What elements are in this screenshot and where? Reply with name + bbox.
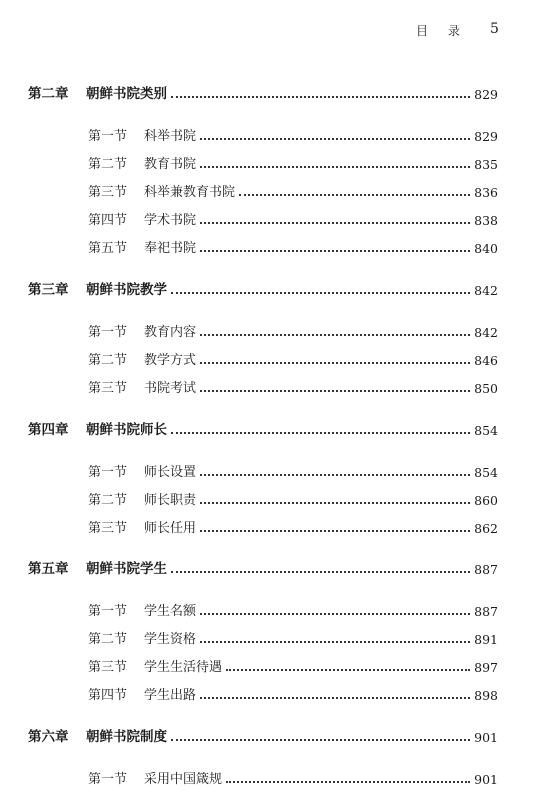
section-entry[interactable] (0, 460, 546, 480)
section-entry[interactable] (0, 655, 546, 675)
section-entry[interactable] (0, 683, 546, 703)
section-number: 第二节 (88, 632, 128, 647)
dot-leader (200, 222, 470, 224)
section-entry[interactable] (0, 599, 546, 619)
section-number: 第一节 (88, 129, 128, 144)
dot-leader (200, 138, 470, 140)
section-number: 第二节 (88, 157, 128, 172)
section-title: 学生名额 (144, 604, 197, 619)
section-title: 师长任用 (144, 521, 197, 536)
section-title: 教学方式 (144, 353, 197, 368)
section-entry[interactable] (0, 627, 546, 647)
chapter-entry[interactable] (0, 725, 546, 745)
chapter-entry[interactable] (0, 418, 546, 438)
section-page-number: 838 (474, 213, 498, 228)
dot-leader (200, 502, 470, 504)
chapter-title: 朝鲜书院类别 (86, 86, 167, 102)
dot-leader (200, 641, 470, 643)
running-title: 目 录 (416, 24, 468, 38)
section-entry[interactable] (0, 124, 546, 144)
chapter-entry[interactable] (0, 278, 546, 298)
section-title: 教育书院 (144, 157, 197, 172)
section-number: 第一节 (88, 325, 128, 340)
dot-leader (200, 390, 470, 392)
dot-leader (200, 362, 470, 364)
section-number: 第五节 (88, 241, 128, 256)
dot-leader (200, 530, 470, 532)
section-page-number: 846 (474, 353, 498, 368)
section-number: 第一节 (88, 772, 128, 787)
chapter-page-number: 901 (474, 730, 498, 745)
section-entry[interactable] (0, 152, 546, 172)
section-page-number: 835 (474, 157, 498, 172)
chapter-title: 朝鲜书院制度 (86, 729, 167, 745)
dot-leader (171, 292, 470, 294)
dot-leader (200, 474, 470, 476)
chapter-title: 朝鲜书院学生 (86, 561, 167, 577)
section-number: 第三节 (88, 185, 128, 200)
section-page-number: 862 (474, 521, 498, 536)
chapter-number: 第三章 (28, 282, 69, 298)
dot-leader (171, 571, 470, 573)
dot-leader (171, 96, 470, 98)
section-page-number: 854 (474, 465, 498, 480)
section-entry[interactable] (0, 767, 546, 787)
section-page-number: 836 (474, 185, 498, 200)
section-number: 第一节 (88, 604, 128, 619)
chapter-page-number: 854 (474, 423, 498, 438)
section-page-number: 887 (474, 604, 498, 619)
section-title: 科举兼教育书院 (144, 185, 236, 200)
section-title: 学生出路 (144, 688, 197, 703)
section-entry[interactable] (0, 180, 546, 200)
section-title: 师长设置 (144, 465, 197, 480)
section-page-number: 898 (474, 688, 498, 703)
section-title: 学生资格 (144, 632, 197, 647)
section-number: 第三节 (88, 521, 128, 536)
section-title: 书院考试 (144, 381, 197, 396)
section-page-number: 842 (474, 325, 498, 340)
section-entry[interactable] (0, 348, 546, 368)
section-page-number: 901 (474, 772, 498, 787)
dot-leader (200, 334, 470, 336)
dot-leader (200, 697, 470, 699)
section-title: 师长职责 (144, 493, 197, 508)
section-entry[interactable] (0, 208, 546, 228)
dot-leader (239, 194, 470, 196)
section-title: 科举书院 (144, 129, 197, 144)
chapter-title: 朝鲜书院教学 (86, 282, 167, 298)
section-page-number: 891 (474, 632, 498, 647)
section-number: 第二节 (88, 353, 128, 368)
dot-leader (226, 669, 470, 671)
section-number: 第一节 (88, 465, 128, 480)
section-title: 奉祀书院 (144, 241, 197, 256)
chapter-entry[interactable] (0, 82, 546, 102)
section-page-number: 829 (474, 129, 498, 144)
section-number: 第四节 (88, 688, 128, 703)
section-title: 采用中国箴规 (144, 772, 223, 787)
section-page-number: 850 (474, 381, 498, 396)
section-number: 第三节 (88, 660, 128, 675)
chapter-entry[interactable] (0, 557, 546, 577)
section-entry[interactable] (0, 320, 546, 340)
section-entry[interactable] (0, 488, 546, 508)
section-title: 学生生活待遇 (144, 660, 223, 675)
section-entry[interactable] (0, 516, 546, 536)
section-title: 学术书院 (144, 213, 197, 228)
section-title: 教育内容 (144, 325, 197, 340)
section-page-number: 897 (474, 660, 498, 675)
dot-leader (171, 739, 470, 741)
section-number: 第四节 (88, 213, 128, 228)
section-page-number: 840 (474, 241, 498, 256)
page-number: 5 (490, 21, 499, 37)
chapter-number: 第五章 (28, 561, 69, 577)
dot-leader (200, 166, 470, 168)
chapter-number: 第二章 (28, 86, 69, 102)
chapter-page-number: 842 (474, 283, 498, 298)
chapter-title: 朝鲜书院师长 (86, 422, 167, 438)
dot-leader (200, 250, 470, 252)
section-entry[interactable] (0, 236, 546, 256)
chapter-number: 第六章 (28, 729, 69, 745)
chapter-page-number: 829 (474, 87, 498, 102)
section-number: 第三节 (88, 381, 128, 396)
dot-leader (171, 432, 470, 434)
chapter-number: 第四章 (28, 422, 69, 438)
dot-leader (226, 781, 470, 783)
chapter-page-number: 887 (474, 562, 498, 577)
dot-leader (200, 613, 470, 615)
section-entry[interactable] (0, 376, 546, 396)
section-page-number: 860 (474, 493, 498, 508)
section-number: 第二节 (88, 493, 128, 508)
